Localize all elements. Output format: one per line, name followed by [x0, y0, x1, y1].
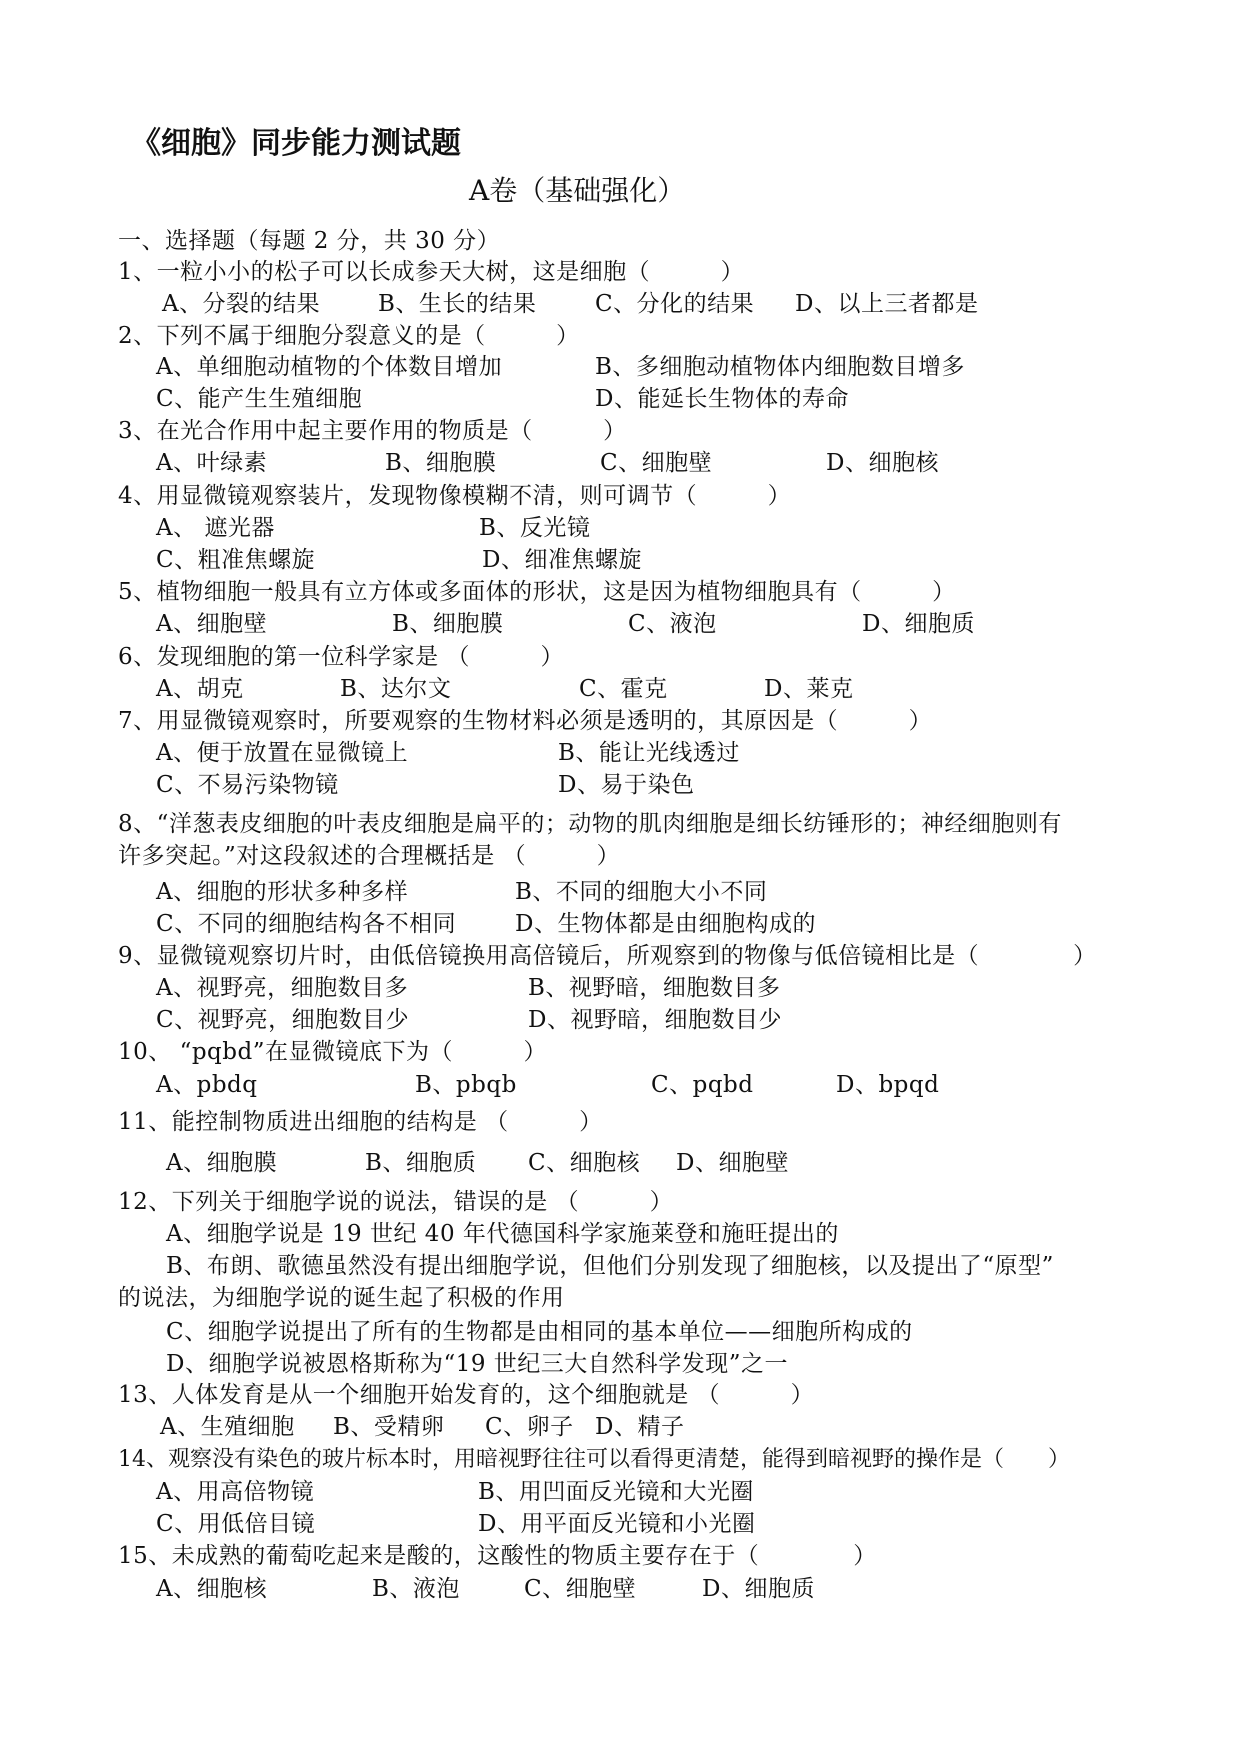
q12-option-b-line2: 的说法，为细胞学说的诞生起了积极的作用 — [118, 1285, 565, 1311]
page-title: 《细胞》同步能力测试题 — [131, 126, 461, 161]
q14-option-b: B、用凹面反光镜和大光圈 — [478, 1479, 754, 1505]
q14-option-a: A、用高倍物镜 — [156, 1479, 315, 1505]
q15-option-b: B、液泡 — [372, 1576, 460, 1602]
question-10-stem: 10、 “pqbd”在显微镜底下为（ ） — [118, 1039, 547, 1065]
q15-option-a: A、细胞核 — [156, 1576, 268, 1602]
q5-option-b: B、细胞膜 — [392, 611, 504, 637]
q3-option-c: C、细胞壁 — [600, 450, 713, 476]
q7-option-a: A、便于放置在显微镜上 — [156, 740, 409, 766]
q7-option-c: C、不易污染物镜 — [156, 772, 339, 798]
q11-option-b: B、细胞质 — [365, 1150, 477, 1176]
q10-option-d: D、bpqd — [836, 1072, 940, 1098]
q6-option-d: D、莱克 — [764, 676, 854, 702]
q3-option-b: B、细胞膜 — [385, 450, 497, 476]
question-3-stem: 3、在光合作用中起主要作用的物质是（ ） — [118, 418, 627, 444]
q12-option-c: C、细胞学说提出了所有的生物都是由相同的基本单位——细胞所构成的 — [166, 1319, 913, 1345]
question-9-stem: 9、显微镜观察切片时，由低倍镜换用高倍镜后，所观察到的物像与低倍镜相比是（ ） — [118, 943, 1097, 969]
question-13-stem: 13、人体发育是从一个细胞开始发育的，这个细胞就是 （ ） — [118, 1382, 815, 1408]
q12-option-a: A、细胞学说是 19 世纪 40 年代德国科学家施莱登和施旺提出的 — [166, 1221, 839, 1247]
question-11-stem: 11、能控制物质进出细胞的结构是 （ ） — [118, 1109, 603, 1135]
q5-option-d: D、细胞质 — [862, 611, 975, 637]
question-8-stem-line1: 8、“洋葱表皮细胞的叶表皮细胞是扁平的；动物的肌肉细胞是细长纺锤形的；神经细胞则有 — [118, 811, 1062, 837]
q8-option-c: C、不同的细胞结构各不相同 — [156, 911, 457, 937]
question-8-stem-line2: 许多突起。”对这段叙述的合理概括是 （ ） — [118, 843, 621, 869]
q11-option-c: C、细胞核 — [528, 1150, 641, 1176]
q8-option-d: D、生物体都是由细胞构成的 — [515, 911, 816, 937]
section-heading: 一、选择题（每题 2 分，共 30 分） — [118, 228, 501, 254]
q4-option-b: B、反光镜 — [479, 515, 591, 541]
question-15-stem: 15、未成熟的葡萄吃起来是酸的，这酸性的物质主要存在于（ ） — [118, 1543, 877, 1569]
q5-option-c: C、液泡 — [628, 611, 717, 637]
q9-option-b: B、视野暗，细胞数目多 — [528, 975, 781, 1001]
q13-option-b: B、受精卵 — [333, 1414, 445, 1440]
q2-option-a: A、单细胞动植物的个体数目增加 — [156, 354, 503, 380]
q8-option-a: A、细胞的形状多种多样 — [156, 879, 409, 905]
q15-option-d: D、细胞质 — [702, 1576, 815, 1602]
q10-option-a: A、pbdq — [156, 1072, 258, 1098]
question-7-stem: 7、用显微镜观察时，所要观察的生物材料必须是透明的，其原因是（ ） — [118, 708, 933, 734]
q2-option-c: C、能产生生殖细胞 — [156, 386, 363, 412]
q6-option-c: C、霍克 — [579, 676, 668, 702]
q13-option-a: A、生殖细胞 — [160, 1414, 295, 1440]
q13-option-c: C、卵子 — [485, 1414, 574, 1440]
q3-option-a: A、叶绿素 — [156, 450, 268, 476]
q15-option-c: C、细胞壁 — [524, 1576, 637, 1602]
q13-option-d: D、精子 — [595, 1414, 685, 1440]
q7-option-b: B、能让光线透过 — [558, 740, 740, 766]
q7-option-d: D、易于染色 — [558, 772, 695, 798]
q12-option-b-line1: B、布朗、歌德虽然没有提出细胞学说，但他们分别发现了细胞核，以及提出了“原型” — [166, 1253, 1054, 1279]
q6-option-a: A、胡克 — [156, 676, 244, 702]
question-5-stem: 5、植物细胞一般具有立方体或多面体的形状，这是因为植物细胞具有（ ） — [118, 579, 956, 605]
q1-option-d: D、以上三者都是 — [795, 291, 979, 317]
q1-option-c: C、分化的结果 — [595, 291, 755, 317]
q8-option-b: B、不同的细胞大小不同 — [515, 879, 768, 905]
q2-option-d: D、能延长生物体的寿命 — [595, 386, 849, 412]
question-2-stem: 2、下列不属于细胞分裂意义的是（ ） — [118, 323, 580, 349]
q6-option-b: B、达尔文 — [340, 676, 452, 702]
q9-option-a: A、视野亮，细胞数目多 — [156, 975, 409, 1001]
q2-option-b: B、多细胞动植物体内细胞数目增多 — [595, 354, 965, 380]
q4-option-d: D、细准焦螺旋 — [482, 547, 642, 573]
question-6-stem: 6、发现细胞的第一位科学家是 （ ） — [118, 644, 564, 670]
q14-option-c: C、用低倍目镜 — [156, 1511, 316, 1537]
question-12-stem: 12、下列关于细胞学说的说法，错误的是 （ ） — [118, 1189, 674, 1215]
q4-option-a: A、 遮光器 — [156, 515, 275, 541]
q5-option-a: A、细胞壁 — [156, 611, 268, 637]
question-1-stem: 1、一粒小小的松子可以长成参天大树，这是细胞（ ） — [118, 259, 745, 285]
page-subtitle: A卷（基础强化） — [469, 174, 686, 207]
question-4-stem: 4、用显微镜观察装片，发现物像模糊不清，则可调节（ ） — [118, 483, 792, 509]
q10-option-b: B、pbqb — [415, 1072, 517, 1098]
q11-option-a: A、细胞膜 — [166, 1150, 278, 1176]
q10-option-c: C、pqbd — [651, 1072, 754, 1098]
question-14-stem: 14、观察没有染色的玻片标本时，用暗视野往往可以看得更清楚，能得到暗视野的操作是（ ） — [118, 1447, 1070, 1472]
q11-option-d: D、细胞壁 — [676, 1150, 789, 1176]
q1-option-a: A、分裂的结果 — [162, 291, 321, 317]
q4-option-c: C、粗准焦螺旋 — [156, 547, 316, 573]
q12-option-d: D、细胞学说被恩格斯称为“19 世纪三大自然科学发现”之一 — [166, 1351, 789, 1377]
q14-option-d: D、用平面反光镜和小光圈 — [478, 1511, 756, 1537]
q3-option-d: D、细胞核 — [826, 450, 939, 476]
q9-option-c: C、视野亮，细胞数目少 — [156, 1007, 410, 1033]
q9-option-d: D、视野暗，细胞数目少 — [528, 1007, 782, 1033]
q1-option-b: B、生长的结果 — [378, 291, 537, 317]
